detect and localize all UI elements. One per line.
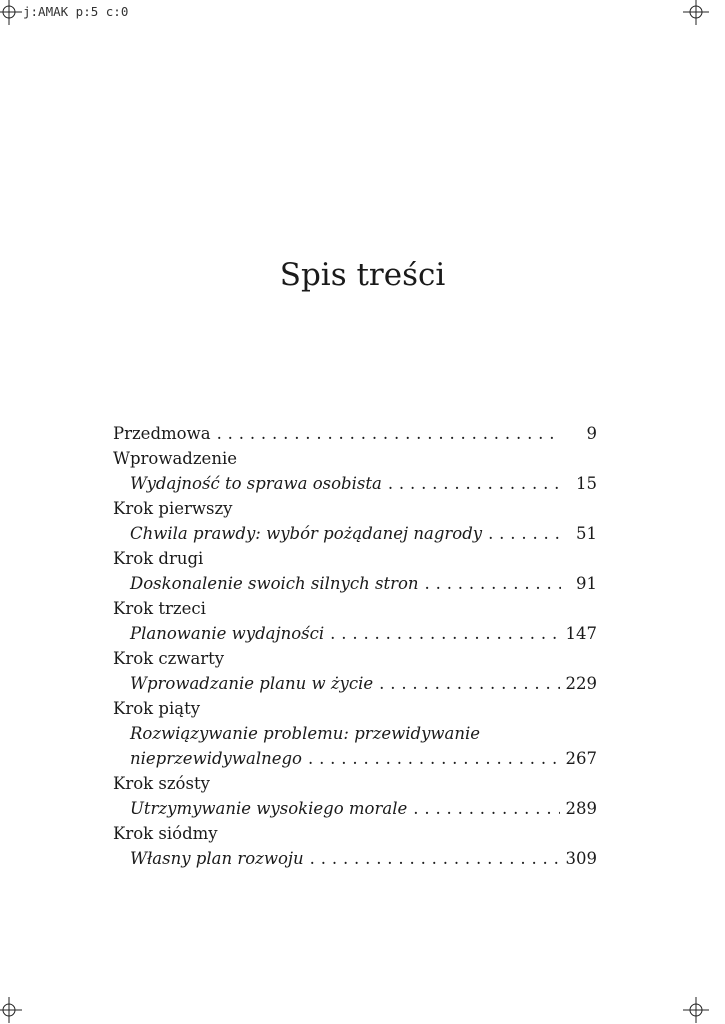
registration-mark-icon [0,0,22,25]
toc-leader-dots [413,796,559,821]
toc-chapter-title: Chwila prawdy: wybór pożądanej nagrody [130,524,483,543]
toc-page-number: 267 [565,749,597,768]
toc-entry[interactable] [113,521,597,546]
toc-chapter-heading [113,696,597,721]
toc-chapter-heading [113,546,597,571]
toc-page-number: 289 [565,799,597,818]
print-slug: j:AMAK p:5 c:0 [23,4,129,19]
toc-chapter-title: Doskonalenie swoich silnych stron [130,574,419,593]
toc-page-number: 309 [565,849,597,868]
toc-entry[interactable] [113,796,597,821]
toc-entry[interactable] [113,746,597,771]
toc-chapter-heading [113,646,597,671]
toc-page-number: 91 [576,574,597,593]
toc-chapter-label: Krok siódmy [113,824,218,843]
toc-leader-dots [330,621,559,646]
toc-chapter-title: Wprowadzanie planu w życie [130,674,374,693]
toc-chapter-heading [113,446,597,471]
page-title: Spis treści [279,257,446,293]
toc-page-number: 9 [586,424,597,443]
toc-chapter-label: Wprowadzenie [113,449,237,468]
toc-entry[interactable] [113,471,597,496]
toc-leader-dots [388,471,561,496]
toc-chapter-title: Wydajność to sprawa osobista [130,474,382,493]
toc-chapter-label: Krok szósty [113,774,210,793]
toc-chapter-label: Krok czwarty [113,649,225,668]
toc-chapter-label: Krok drugi [113,549,204,568]
toc-entry-line-1[interactable] [113,721,597,746]
toc-chapter-heading [113,771,597,796]
toc-chapter-title: nieprzewidywalnego [130,749,302,768]
toc-leader-dots [425,571,561,596]
toc-chapter-title: Rozwiązywanie problemu: przewidywanie [130,724,481,743]
toc-chapter-label: Krok pierwszy [113,499,233,518]
toc-entry[interactable] [113,571,597,596]
toc-chapter-title: Własny plan rozwoju [130,849,304,868]
toc-entry[interactable] [113,621,597,646]
toc-chapter-label: Przedmowa [113,424,211,443]
toc-chapter-title: Utrzymywanie wysokiego morale [130,799,408,818]
toc-leader-dots [217,421,561,446]
registration-mark-icon [683,997,709,1023]
registration-mark-icon [0,997,22,1023]
toc-leader-dots [308,746,560,771]
toc-page-number: 15 [576,474,597,493]
toc-page-number: 147 [565,624,597,643]
toc-chapter-heading [113,821,597,846]
toc-chapter-label: Krok piąty [113,699,201,718]
toc-page-number: 51 [576,524,597,543]
toc-page-number: 229 [565,674,597,693]
toc-chapter-heading [113,596,597,621]
table-of-contents [113,421,597,871]
toc-leader-dots [379,671,559,696]
toc-entry[interactable] [113,421,597,446]
toc-leader-dots [310,846,560,871]
toc-entry[interactable] [113,671,597,696]
toc-chapter-title: Planowanie wydajności [130,624,325,643]
toc-entry[interactable] [113,846,597,871]
registration-mark-icon [683,0,709,25]
toc-chapter-label: Krok trzeci [113,599,206,618]
toc-chapter-heading [113,496,597,521]
toc-leader-dots [488,521,561,546]
